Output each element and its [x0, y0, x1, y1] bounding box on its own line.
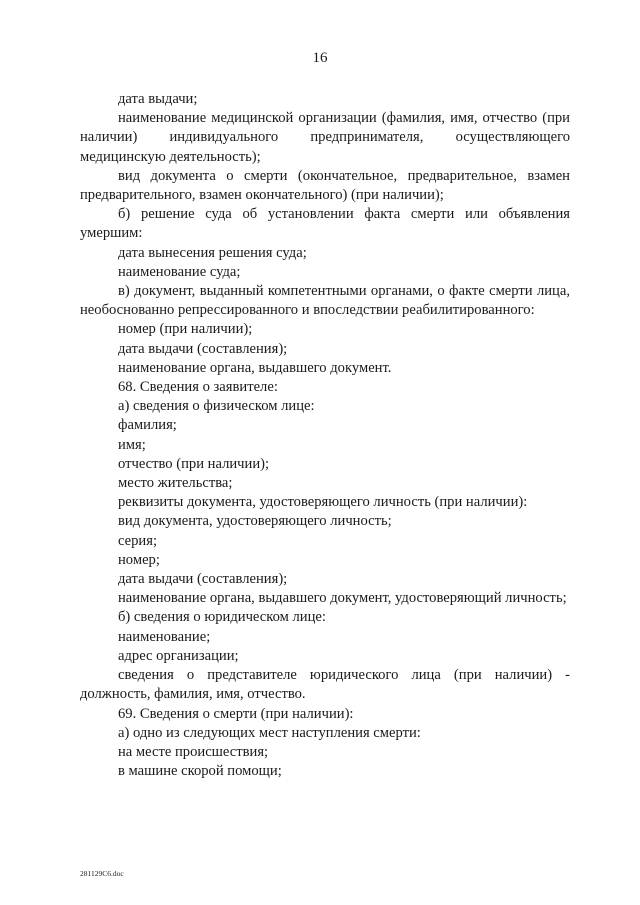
paragraph: сведения о представителе юридического лица (при наличии) - должность, фамилия, имя, отчество.	[80, 667, 570, 703]
document-body	[80, 90, 570, 781]
paragraph: имя;	[118, 436, 146, 453]
section-heading-68: 68. Сведения о заявителе:	[118, 379, 278, 396]
paragraph: б) сведения о юридическом лице:	[118, 609, 326, 626]
paragraph: дата выдачи (составления);	[118, 340, 288, 357]
paragraph: фамилия;	[118, 417, 177, 434]
paragraph: адрес организации;	[118, 647, 239, 664]
paragraph: а) одно из следующих мест наступления смерти:	[118, 724, 421, 741]
paragraph: а) сведения о физическом лице:	[118, 398, 315, 415]
paragraph: дата выдачи (составления);	[118, 571, 288, 588]
paragraph: наименование органа, выдавшего документ, удостоверяющий личность;	[118, 590, 567, 607]
paragraph: на месте происшествия;	[118, 743, 269, 760]
paragraph: вид документа, удостоверяющего личность;	[118, 513, 392, 530]
paragraph: место жительства;	[118, 475, 233, 492]
paragraph: номер;	[118, 551, 160, 568]
paragraph: наименование медицинской организации (фамилия, имя, отчество (при наличии) индивидуального предпринимателя, осуществляющего медицинскую деятельность);	[80, 110, 570, 165]
page-number: 16	[312, 50, 328, 66]
paragraph: в) документ, выданный компетентными органами, о факте смерти лица, необоснованно репрессированного и впоследствии реабилитированного:	[80, 283, 570, 319]
paragraph: наименование;	[118, 628, 211, 645]
footer-filename: 281129C6.doc	[80, 869, 124, 878]
paragraph: дата вынесения решения суда;	[118, 244, 307, 261]
paragraph: реквизиты документа, удостоверяющего личность (при наличии):	[118, 494, 528, 511]
paragraph: дата выдачи;	[118, 91, 198, 107]
paragraph: номер (при наличии);	[118, 321, 253, 338]
paragraph: б) решение суда об установлении факта смерти или объявления умершим:	[80, 206, 570, 242]
paragraph: наименование органа, выдавшего документ.	[118, 359, 392, 376]
paragraph: отчество (при наличии);	[118, 455, 270, 472]
section-heading-69: 69. Сведения о смерти (при наличии):	[118, 705, 354, 722]
paragraph: в машине скорой помощи;	[118, 763, 282, 780]
paragraph: наименование суда;	[118, 263, 241, 280]
paragraph: вид документа о смерти (окончательное, предварительное, взамен предварительного, взамен окончательного) (при наличии);	[80, 167, 570, 204]
paragraph: серия;	[118, 532, 158, 549]
